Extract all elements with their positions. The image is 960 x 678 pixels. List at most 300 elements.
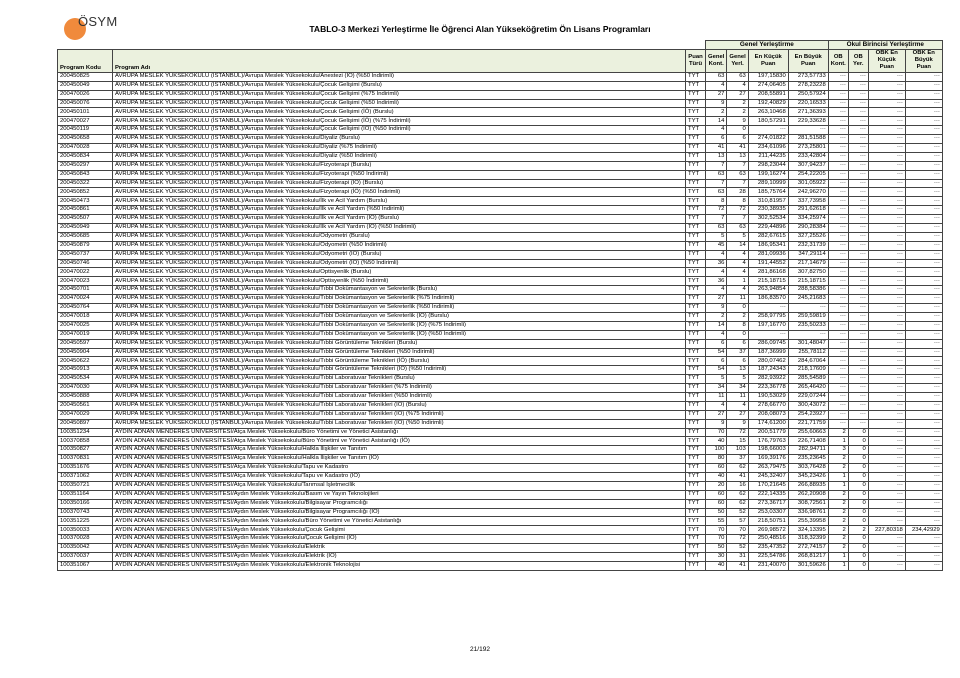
cell-obk-en-buyuk: --- — [905, 304, 942, 313]
cell-program-kodu: 100351225 — [58, 517, 113, 526]
cell-program-kodu: 100351234 — [58, 428, 113, 437]
cell-program-kodu: 100370743 — [58, 508, 113, 517]
cell-en-kucuk: 310,81957 — [748, 197, 788, 206]
cell-ob-kont: --- — [828, 348, 848, 357]
cell-ob-yer: --- — [848, 259, 868, 268]
cell-program-adi: AVRUPA MESLEK YÜKSEKOKULU (İSTANBUL)/Avrupa Meslek Yüksekokulu/Çocuk Gelişimi (%50 İndirimli) — [113, 99, 686, 108]
cell-en-buyuk: 303,76428 — [788, 464, 828, 473]
cell-obk-en-kucuk: --- — [868, 99, 905, 108]
cell-puan-turu: TYT — [686, 81, 706, 90]
cell-ob-kont: 1 — [828, 437, 848, 446]
cell-en-kucuk: 231,40070 — [748, 561, 788, 570]
table-row — [58, 108, 943, 117]
cell-puan-turu: TYT — [686, 250, 706, 259]
cell-puan-turu: TYT — [686, 437, 706, 446]
cell-en-buyuk: 232,31739 — [788, 241, 828, 250]
cell-program-adi: AYDIN ADNAN MENDERES ÜNİVERSİTESİ/Atça Meslek Yüksekokulu/Büro Yönetimi ve Yönetici Asistanlığı — [113, 428, 686, 437]
cell-ob-yer: --- — [848, 339, 868, 348]
cell-puan-turu: TYT — [686, 126, 706, 135]
cell-genel-yerl: 37 — [727, 348, 748, 357]
cell-program-adi: AYDIN ADNAN MENDERES ÜNİVERSİTESİ/Aydın Meslek Yüksekokulu/Büro Yönetimi ve Yönetici Asistanlığı — [113, 517, 686, 526]
cell-program-adi: AYDIN ADNAN MENDERES ÜNİVERSİTESİ/Aydın Meslek Yüksekokulu/Bilgisayar Programcılığı — [113, 499, 686, 508]
cell-obk-en-kucuk: --- — [868, 455, 905, 464]
cell-en-kucuk: --- — [748, 126, 788, 135]
cell-obk-en-buyuk: --- — [905, 330, 942, 339]
cell-genel-kont: 9 — [706, 419, 727, 428]
cell-program-kodu: 200450101 — [58, 108, 113, 117]
cell-genel-yerl: 37 — [727, 455, 748, 464]
cell-genel-kont: 63 — [706, 72, 727, 81]
cell-ob-kont: 2 — [828, 544, 848, 553]
cell-obk-en-kucuk: --- — [868, 72, 905, 81]
cell-puan-turu: TYT — [686, 304, 706, 313]
cell-obk-en-kucuk: --- — [868, 259, 905, 268]
cell-ob-kont: 2 — [828, 428, 848, 437]
col-ob-yer: OB Yer. — [848, 49, 868, 72]
cell-en-buyuk: 235,50233 — [788, 321, 828, 330]
cell-genel-kont: 7 — [706, 161, 727, 170]
cell-genel-yerl: 4 — [727, 286, 748, 295]
col-obk-en-kucuk: OBK En Küçük Puan — [868, 49, 905, 72]
cell-en-buyuk: 272,74157 — [788, 544, 828, 553]
cell-en-kucuk: 245,32407 — [748, 472, 788, 481]
cell-en-kucuk: 289,10999 — [748, 179, 788, 188]
cell-program-adi: AVRUPA MESLEK YÜKSEKOKULU (İSTANBUL)/Avrupa Meslek Yüksekokulu/Tıbbi Laboratuvar Teknikleri (Burslu) — [113, 375, 686, 384]
cell-genel-kont: 72 — [706, 206, 727, 215]
cell-obk-en-buyuk: --- — [905, 428, 942, 437]
cell-obk-en-buyuk: --- — [905, 188, 942, 197]
table-row — [58, 250, 943, 259]
cell-ob-kont: 2 — [828, 490, 848, 499]
cell-program-adi: AVRUPA MESLEK YÜKSEKOKULU (İSTANBUL)/Avrupa Meslek Yüksekokulu/Diyaliz (Burslu) — [113, 135, 686, 144]
cell-ob-kont: --- — [828, 277, 848, 286]
cell-ob-kont: --- — [828, 259, 848, 268]
cell-program-kodu: 200450322 — [58, 179, 113, 188]
cell-en-buyuk: 291,62618 — [788, 206, 828, 215]
cell-en-buyuk: 288,58386 — [788, 286, 828, 295]
cell-en-kucuk: 280,07462 — [748, 357, 788, 366]
cell-en-kucuk: 269,98572 — [748, 526, 788, 535]
cell-program-kodu: 100351164 — [58, 490, 113, 499]
cell-program-adi: AVRUPA MESLEK YÜKSEKOKULU (İSTANBUL)/Avrupa Meslek Yüksekokulu/Fizyoterapi (%50 İndirimli) — [113, 170, 686, 179]
cell-puan-turu: TYT — [686, 232, 706, 241]
cell-en-buyuk: 226,71408 — [788, 437, 828, 446]
cell-puan-turu: TYT — [686, 330, 706, 339]
cell-program-adi: AYDIN ADNAN MENDERES ÜNİVERSİTESİ/Aydın Meslek Yüksekokulu/Çocuk Gelişimi (İÖ) — [113, 535, 686, 544]
cell-ob-kont: --- — [828, 375, 848, 384]
cell-puan-turu: TYT — [686, 259, 706, 268]
cell-obk-en-buyuk: --- — [905, 472, 942, 481]
cell-ob-yer: 0 — [848, 464, 868, 473]
cell-obk-en-kucuk: --- — [868, 366, 905, 375]
cell-program-adi: AVRUPA MESLEK YÜKSEKOKULU (İSTANBUL)/Avrupa Meslek Yüksekokulu/Tıbbi Laboratuvar Teknikleri (İÖ) (Burslu) — [113, 401, 686, 410]
cell-program-adi: AVRUPA MESLEK YÜKSEKOKULU (İSTANBUL)/Avrupa Meslek Yüksekokulu/Tıbbi Dokümantasyon ve Sekreterlik (İÖ) (%75 İndirimli) — [113, 321, 686, 330]
cell-obk-en-buyuk: --- — [905, 179, 942, 188]
cell-en-buyuk: 255,78112 — [788, 348, 828, 357]
cell-en-kucuk: 225,54786 — [748, 552, 788, 561]
cell-obk-en-kucuk: --- — [868, 517, 905, 526]
cell-program-kodu: 200450904 — [58, 348, 113, 357]
cell-puan-turu: TYT — [686, 384, 706, 393]
cell-genel-kont: 36 — [706, 277, 727, 286]
cell-obk-en-kucuk: --- — [868, 419, 905, 428]
cell-genel-kont: 45 — [706, 241, 727, 250]
cell-puan-turu: TYT — [686, 544, 706, 553]
cell-genel-kont: 60 — [706, 464, 727, 473]
cell-genel-kont: 55 — [706, 517, 727, 526]
cell-genel-kont: 4 — [706, 81, 727, 90]
cell-program-kodu: 100350166 — [58, 499, 113, 508]
cell-ob-kont: --- — [828, 392, 848, 401]
cell-puan-turu: TYT — [686, 295, 706, 304]
table-row — [58, 304, 943, 313]
cell-genel-kont: 7 — [706, 215, 727, 224]
cell-obk-en-kucuk: --- — [868, 161, 905, 170]
cell-ob-yer: --- — [848, 188, 868, 197]
table-row — [58, 472, 943, 481]
cell-program-adi: AVRUPA MESLEK YÜKSEKOKULU (İSTANBUL)/Avrupa Meslek Yüksekokulu/Tıbbi Laboratuvar Teknikleri (İÖ) (%50 İndirimli) — [113, 419, 686, 428]
cell-obk-en-kucuk: --- — [868, 224, 905, 233]
cell-puan-turu: TYT — [686, 339, 706, 348]
cell-ob-yer: --- — [848, 277, 868, 286]
cell-obk-en-buyuk: --- — [905, 348, 942, 357]
table-row — [58, 464, 943, 473]
cell-obk-en-buyuk: --- — [905, 410, 942, 419]
cell-program-kodu: 100351067 — [58, 561, 113, 570]
cell-program-kodu: 200450473 — [58, 197, 113, 206]
cell-puan-turu: TYT — [686, 197, 706, 206]
cell-en-buyuk: 307,82750 — [788, 268, 828, 277]
cell-genel-kont: 50 — [706, 508, 727, 517]
cell-puan-turu: TYT — [686, 357, 706, 366]
cell-genel-yerl: 28 — [727, 188, 748, 197]
cell-en-kucuk: 218,50751 — [748, 517, 788, 526]
cell-program-kodu: 100370831 — [58, 455, 113, 464]
cell-program-adi: AVRUPA MESLEK YÜKSEKOKULU (İSTANBUL)/Avrupa Meslek Yüksekokulu/İlk ve Acil Yardım (İÖ) (%50 İndirimli) — [113, 224, 686, 233]
cell-obk-en-kucuk: --- — [868, 170, 905, 179]
cell-obk-en-buyuk: --- — [905, 215, 942, 224]
table-row — [58, 117, 943, 126]
cell-ob-yer: --- — [848, 108, 868, 117]
cell-puan-turu: TYT — [686, 375, 706, 384]
cell-program-kodu: 200450852 — [58, 188, 113, 197]
cell-genel-yerl: 7 — [727, 161, 748, 170]
cell-genel-yerl: 2 — [727, 108, 748, 117]
cell-obk-en-kucuk: --- — [868, 392, 905, 401]
cell-obk-en-buyuk: --- — [905, 544, 942, 553]
cell-en-buyuk: 281,51588 — [788, 135, 828, 144]
cell-program-kodu: 200450834 — [58, 152, 113, 161]
cell-obk-en-kucuk: --- — [868, 552, 905, 561]
cell-ob-yer: --- — [848, 99, 868, 108]
cell-genel-yerl: 103 — [727, 446, 748, 455]
cell-obk-en-buyuk: 234,42929 — [905, 526, 942, 535]
cell-program-kodu: 200470023 — [58, 277, 113, 286]
cell-genel-yerl: 72 — [727, 206, 748, 215]
cell-en-kucuk: 186,95341 — [748, 241, 788, 250]
cell-ob-yer: --- — [848, 215, 868, 224]
cell-ob-kont: 2 — [828, 535, 848, 544]
cell-genel-kont: 4 — [706, 126, 727, 135]
cell-puan-turu: TYT — [686, 419, 706, 428]
cell-program-adi: AVRUPA MESLEK YÜKSEKOKULU (İSTANBUL)/Avrupa Meslek Yüksekokulu/Tıbbi Dokümantasyon ve Sekreterlik (İÖ) (Burslu) — [113, 312, 686, 321]
cell-en-buyuk: 262,20908 — [788, 490, 828, 499]
cell-obk-en-kucuk: --- — [868, 268, 905, 277]
cell-genel-kont: 20 — [706, 481, 727, 490]
cell-ob-yer: --- — [848, 161, 868, 170]
col-puan-turu: Puan Türü — [686, 49, 706, 72]
cell-genel-yerl: 27 — [727, 90, 748, 99]
cell-program-adi: AVRUPA MESLEK YÜKSEKOKULU (İSTANBUL)/Avrupa Meslek Yüksekokulu/Çocuk Gelişimi (Burslu) — [113, 81, 686, 90]
cell-en-kucuk: 187,24343 — [748, 366, 788, 375]
cell-puan-turu: TYT — [686, 241, 706, 250]
cell-ob-kont: --- — [828, 144, 848, 153]
cell-obk-en-buyuk: --- — [905, 286, 942, 295]
cell-ob-yer: 0 — [848, 517, 868, 526]
table-row — [58, 499, 943, 508]
cell-obk-en-kucuk: --- — [868, 544, 905, 553]
table-row — [58, 224, 943, 233]
cell-ob-kont: --- — [828, 357, 848, 366]
cell-obk-en-kucuk: --- — [868, 481, 905, 490]
table-row — [58, 526, 943, 535]
cell-puan-turu: TYT — [686, 366, 706, 375]
cell-genel-kont: 40 — [706, 472, 727, 481]
cell-program-adi: AVRUPA MESLEK YÜKSEKOKULU (İSTANBUL)/Avrupa Meslek Yüksekokulu/İlk ve Acil Yardım (%50 İndirimli) — [113, 206, 686, 215]
cell-ob-yer: 0 — [848, 544, 868, 553]
cell-obk-en-buyuk: --- — [905, 481, 942, 490]
cell-puan-turu: TYT — [686, 135, 706, 144]
cell-program-adi: AVRUPA MESLEK YÜKSEKOKULU (İSTANBUL)/Avrupa Meslek Yüksekokulu/İlk ve Acil Yardım (Burslu) — [113, 197, 686, 206]
cell-genel-kont: 6 — [706, 339, 727, 348]
cell-ob-yer: --- — [848, 348, 868, 357]
cell-obk-en-buyuk: --- — [905, 437, 942, 446]
cell-ob-yer: 0 — [848, 437, 868, 446]
cell-en-kucuk: 223,36778 — [748, 384, 788, 393]
cell-ob-yer: --- — [848, 144, 868, 153]
cell-obk-en-buyuk: --- — [905, 197, 942, 206]
cell-genel-yerl: 8 — [727, 197, 748, 206]
cell-genel-kont: 100 — [706, 446, 727, 455]
cell-program-kodu: 200470030 — [58, 384, 113, 393]
header-group-okul: Okul Birincisi Yerleştirme — [828, 41, 942, 50]
cell-en-kucuk: --- — [748, 304, 788, 313]
page-number: 21/192 — [470, 646, 490, 653]
cell-program-adi: AVRUPA MESLEK YÜKSEKOKULU (İSTANBUL)/Avrupa Meslek Yüksekokulu/Fizyoterapi (İÖ) (Burslu) — [113, 179, 686, 188]
cell-ob-kont: --- — [828, 366, 848, 375]
cell-obk-en-buyuk: --- — [905, 170, 942, 179]
cell-program-adi: AVRUPA MESLEK YÜKSEKOKULU (İSTANBUL)/Avrupa Meslek Yüksekokulu/Tıbbi Laboratuvar Teknikleri (İÖ) (%75 İndirimli) — [113, 410, 686, 419]
cell-program-adi: AYDIN ADNAN MENDERES ÜNİVERSİTESİ/Atça Meslek Yüksekokulu/Büro Yönetimi ve Yönetici Asistanlığı (İÖ) — [113, 437, 686, 446]
cell-genel-kont: 4 — [706, 250, 727, 259]
cell-en-kucuk: 200,51779 — [748, 428, 788, 437]
cell-en-kucuk: 274,06405 — [748, 81, 788, 90]
cell-genel-kont: 2 — [706, 312, 727, 321]
cell-program-adi: AYDIN ADNAN MENDERES ÜNİVERSİTESİ/Aydın Meslek Yüksekokulu/Çocuk Gelişimi — [113, 526, 686, 535]
cell-program-kodu: 200450746 — [58, 259, 113, 268]
cell-en-kucuk: 174,61200 — [748, 419, 788, 428]
cell-program-adi: AVRUPA MESLEK YÜKSEKOKULU (İSTANBUL)/Avrupa Meslek Yüksekokulu/Tıbbi Laboratuvar Teknikleri (%50 İndirimli) — [113, 392, 686, 401]
table-row — [58, 170, 943, 179]
cell-ob-kont: --- — [828, 152, 848, 161]
cell-genel-kont: 27 — [706, 295, 727, 304]
cell-program-kodu: 100370037 — [58, 552, 113, 561]
cell-en-buyuk: 308,72561 — [788, 499, 828, 508]
cell-obk-en-kucuk: 227,80318 — [868, 526, 905, 535]
cell-en-kucuk: 192,40829 — [748, 99, 788, 108]
cell-ob-kont: --- — [828, 197, 848, 206]
cell-ob-yer: --- — [848, 135, 868, 144]
cell-en-kucuk: 286,09745 — [748, 339, 788, 348]
cell-program-adi: AVRUPA MESLEK YÜKSEKOKULU (İSTANBUL)/Avrupa Meslek Yüksekokulu/Çocuk Gelişimi (%75 İndirimli) — [113, 90, 686, 99]
cell-program-adi: AVRUPA MESLEK YÜKSEKOKULU (İSTANBUL)/Avrupa Meslek Yüksekokulu/Tıbbi Görüntüleme Teknikleri (%50 İndirimli) — [113, 348, 686, 357]
table-row — [58, 179, 943, 188]
logo-text: ÖSYM — [78, 14, 118, 29]
table-row — [58, 339, 943, 348]
cell-genel-kont: 36 — [706, 259, 727, 268]
cell-ob-yer: --- — [848, 392, 868, 401]
cell-puan-turu: TYT — [686, 215, 706, 224]
cell-obk-en-buyuk: --- — [905, 517, 942, 526]
table-row — [58, 392, 943, 401]
cell-ob-yer: --- — [848, 179, 868, 188]
cell-puan-turu: TYT — [686, 472, 706, 481]
cell-en-buyuk: 307,94237 — [788, 161, 828, 170]
table-row — [58, 490, 943, 499]
cell-en-buyuk: 271,36393 — [788, 108, 828, 117]
cell-program-kodu: 200470027 — [58, 117, 113, 126]
cell-program-kodu: 200470018 — [58, 312, 113, 321]
cell-ob-kont: --- — [828, 117, 848, 126]
programs-table — [57, 40, 943, 571]
cell-obk-en-buyuk: --- — [905, 357, 942, 366]
cell-ob-yer: --- — [848, 330, 868, 339]
cell-puan-turu: TYT — [686, 170, 706, 179]
cell-obk-en-kucuk: --- — [868, 384, 905, 393]
cell-obk-en-kucuk: --- — [868, 108, 905, 117]
cell-genel-yerl: 52 — [727, 508, 748, 517]
cell-genel-kont: 50 — [706, 544, 727, 553]
cell-ob-kont: --- — [828, 295, 848, 304]
cell-program-kodu: 200450049 — [58, 81, 113, 90]
table-row — [58, 535, 943, 544]
cell-en-kucuk: 273,36717 — [748, 499, 788, 508]
cell-ob-kont: 2 — [828, 455, 848, 464]
cell-program-kodu: 200470028 — [58, 144, 113, 153]
table-row — [58, 161, 943, 170]
cell-en-kucuk: 215,18715 — [748, 277, 788, 286]
cell-program-kodu: 200450658 — [58, 135, 113, 144]
cell-program-kodu: 200450861 — [58, 206, 113, 215]
cell-genel-kont: 80 — [706, 455, 727, 464]
cell-ob-kont: --- — [828, 108, 848, 117]
cell-en-kucuk: 263,79475 — [748, 464, 788, 473]
cell-genel-yerl: 4 — [727, 250, 748, 259]
cell-ob-yer: --- — [848, 170, 868, 179]
cell-en-buyuk: 235,23645 — [788, 455, 828, 464]
cell-program-adi: AVRUPA MESLEK YÜKSEKOKULU (İSTANBUL)/Avrupa Meslek Yüksekokulu/Optisyenlik (%50 İndirimli) — [113, 277, 686, 286]
cell-en-kucuk: 187,36999 — [748, 348, 788, 357]
cell-ob-kont: 2 — [828, 526, 848, 535]
cell-program-adi: AVRUPA MESLEK YÜKSEKOKULU (İSTANBUL)/Avrupa Meslek Yüksekokulu/Fizyoterapi (İÖ) (%50 İndirimli) — [113, 188, 686, 197]
cell-genel-kont: 60 — [706, 490, 727, 499]
cell-genel-yerl: 70 — [727, 526, 748, 535]
cell-obk-en-kucuk: --- — [868, 197, 905, 206]
cell-ob-yer: 0 — [848, 490, 868, 499]
cell-obk-en-buyuk: --- — [905, 268, 942, 277]
cell-obk-en-buyuk: --- — [905, 108, 942, 117]
cell-program-adi: AVRUPA MESLEK YÜKSEKOKULU (İSTANBUL)/Avrupa Meslek Yüksekokulu/Odyometri (İÖ) (%50 İndirimli) — [113, 259, 686, 268]
cell-en-buyuk: 334,25974 — [788, 215, 828, 224]
cell-ob-kont: --- — [828, 286, 848, 295]
cell-obk-en-buyuk: --- — [905, 552, 942, 561]
cell-en-buyuk: 301,59626 — [788, 561, 828, 570]
cell-genel-yerl: 63 — [727, 72, 748, 81]
cell-program-adi: AYDIN ADNAN MENDERES ÜNİVERSİTESİ/Atça Meslek Yüksekokulu/Tapu ve Kadastro — [113, 464, 686, 473]
cell-ob-yer: --- — [848, 72, 868, 81]
cell-obk-en-buyuk: --- — [905, 277, 942, 286]
cell-en-buyuk: 229,07244 — [788, 392, 828, 401]
cell-puan-turu: TYT — [686, 206, 706, 215]
cell-puan-turu: TYT — [686, 428, 706, 437]
cell-genel-yerl: 5 — [727, 232, 748, 241]
cell-program-kodu: 100350827 — [58, 446, 113, 455]
cell-ob-yer: 0 — [848, 535, 868, 544]
cell-en-buyuk: 229,33628 — [788, 117, 828, 126]
cell-ob-yer: --- — [848, 90, 868, 99]
cell-puan-turu: TYT — [686, 499, 706, 508]
cell-program-kodu: 200450701 — [58, 286, 113, 295]
cell-ob-kont: --- — [828, 268, 848, 277]
cell-program-kodu: 100350033 — [58, 526, 113, 535]
cell-obk-en-buyuk: --- — [905, 375, 942, 384]
cell-obk-en-kucuk: --- — [868, 81, 905, 90]
cell-ob-yer: --- — [848, 321, 868, 330]
cell-program-kodu: 200450879 — [58, 241, 113, 250]
cell-puan-turu: TYT — [686, 508, 706, 517]
cell-genel-kont: 54 — [706, 348, 727, 357]
cell-obk-en-kucuk: --- — [868, 277, 905, 286]
header-group-row — [58, 41, 943, 50]
table-row — [58, 384, 943, 393]
cell-en-buyuk: 255,60663 — [788, 428, 828, 437]
cell-obk-en-kucuk: --- — [868, 464, 905, 473]
table-row — [58, 401, 943, 410]
cell-ob-kont: --- — [828, 419, 848, 428]
cell-ob-kont: 2 — [828, 508, 848, 517]
cell-genel-yerl: 62 — [727, 499, 748, 508]
cell-en-kucuk: 197,15830 — [748, 72, 788, 81]
cell-puan-turu: TYT — [686, 561, 706, 570]
cell-genel-yerl: 15 — [727, 437, 748, 446]
cell-en-buyuk: 337,73958 — [788, 197, 828, 206]
cell-en-buyuk: 254,23927 — [788, 410, 828, 419]
cell-program-adi: AYDIN ADNAN MENDERES ÜNİVERSİTESİ/Aydın Meslek Yüksekokulu/Elektronik Teknolojisi — [113, 561, 686, 570]
cell-obk-en-kucuk: --- — [868, 375, 905, 384]
cell-ob-kont: --- — [828, 179, 848, 188]
cell-obk-en-kucuk: --- — [868, 117, 905, 126]
cell-program-kodu: 200450561 — [58, 401, 113, 410]
cell-ob-kont: --- — [828, 215, 848, 224]
cell-genel-yerl: 8 — [727, 321, 748, 330]
table-row — [58, 437, 943, 446]
cell-en-buyuk: 266,88935 — [788, 481, 828, 490]
cell-genel-kont: 13 — [706, 152, 727, 161]
cell-puan-turu: TYT — [686, 268, 706, 277]
cell-genel-yerl: 41 — [727, 472, 748, 481]
cell-en-kucuk: 274,01822 — [748, 135, 788, 144]
cell-genel-yerl: 4 — [727, 81, 748, 90]
